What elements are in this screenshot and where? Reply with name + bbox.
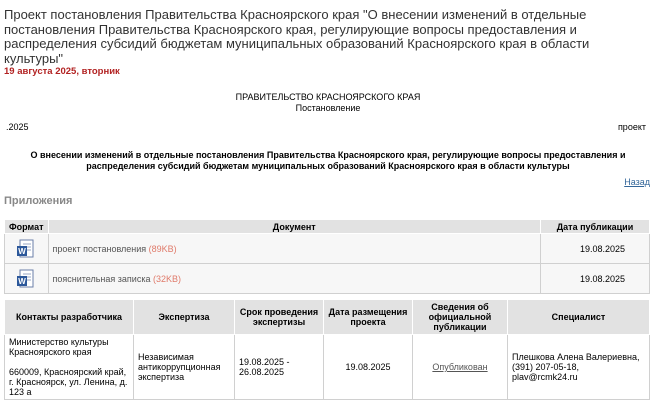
table-row xyxy=(5,234,650,264)
column-header-period: Срок проведения экспертизы xyxy=(235,300,324,335)
document-link[interactable]: пояснительная записка xyxy=(52,273,151,284)
column-header-expertise: Экспертиза xyxy=(134,300,235,335)
file-size: (89KB) xyxy=(148,243,177,254)
table-row xyxy=(5,335,650,400)
document-type: Постановление xyxy=(295,103,361,113)
period-cell: 19.08.2025 - 26.08.2025 xyxy=(235,335,324,400)
column-header-posted: Дата размещения проекта xyxy=(324,300,413,335)
document-link[interactable]: проект постановления xyxy=(52,243,147,254)
column-header-contacts: Контакты разработчика xyxy=(5,300,134,335)
document-cell xyxy=(48,264,540,294)
document-header xyxy=(0,92,656,114)
column-header-format: Формат xyxy=(5,220,49,234)
date-cell: 19.08.2025 xyxy=(541,264,650,294)
developer-contacts xyxy=(5,335,134,400)
column-header-publication: Сведения об официальной публикации xyxy=(413,300,508,335)
publication-date: 19 августа 2025, вторник xyxy=(4,66,120,77)
word-doc-icon[interactable] xyxy=(17,269,35,289)
document-stage: проект xyxy=(617,122,646,132)
file-size: (32KB) xyxy=(152,273,181,284)
document-number: .2025 xyxy=(6,122,29,132)
column-header-specialist: Специалист xyxy=(508,300,650,335)
attachments-heading: Приложения xyxy=(4,195,73,207)
document-subject: О внесении изменений в отдельные постановления Правительства Красноярского края, регулирующие вопросы предоставления и распределения субсидий бюджетам муниципальных образований Красноярского края в области культуры xyxy=(30,150,626,171)
format-cell xyxy=(5,264,49,294)
developer-address: 660009, Красноярский край, г. Красноярск, ул. Ленина, д. 123 а xyxy=(9,367,128,397)
expertise-cell: Независимая антикоррупционная экспертиза xyxy=(134,335,235,400)
svg-text:W: W xyxy=(18,276,27,286)
document-cell xyxy=(48,234,540,264)
table-row xyxy=(5,264,650,294)
back-link[interactable]: Назад xyxy=(624,177,650,187)
posted-cell: 19.08.2025 xyxy=(324,335,413,400)
government-name: ПРАВИТЕЛЬСТВО КРАСНОЯРСКОГО КРАЯ xyxy=(235,92,421,102)
specialist-cell: Плешкова Алена Валериевна, (391) 207-05-18, plav@rcmk24.ru xyxy=(508,335,650,400)
date-cell: 19.08.2025 xyxy=(541,234,650,264)
published-link[interactable]: Опубликован xyxy=(432,362,488,372)
format-cell xyxy=(5,234,49,264)
developer-name: Министерство культуры Красноярского края xyxy=(9,337,109,357)
svg-text:W: W xyxy=(18,246,27,256)
column-header-date: Дата публикации xyxy=(541,220,650,234)
publication-cell xyxy=(413,335,508,400)
attachments-table xyxy=(4,219,650,294)
column-header-document: Документ xyxy=(48,220,540,234)
project-info-table xyxy=(4,299,650,400)
page-title: Проект постановления Правительства Красноярского края "О внесении изменений в отдельные постановления Правительства Красноярского края, регулирующие вопросы предоставления и распределения субсидий бюджетам муниципальных образований Красноярского края в области культуры" xyxy=(4,7,590,66)
word-doc-icon[interactable] xyxy=(17,239,35,259)
